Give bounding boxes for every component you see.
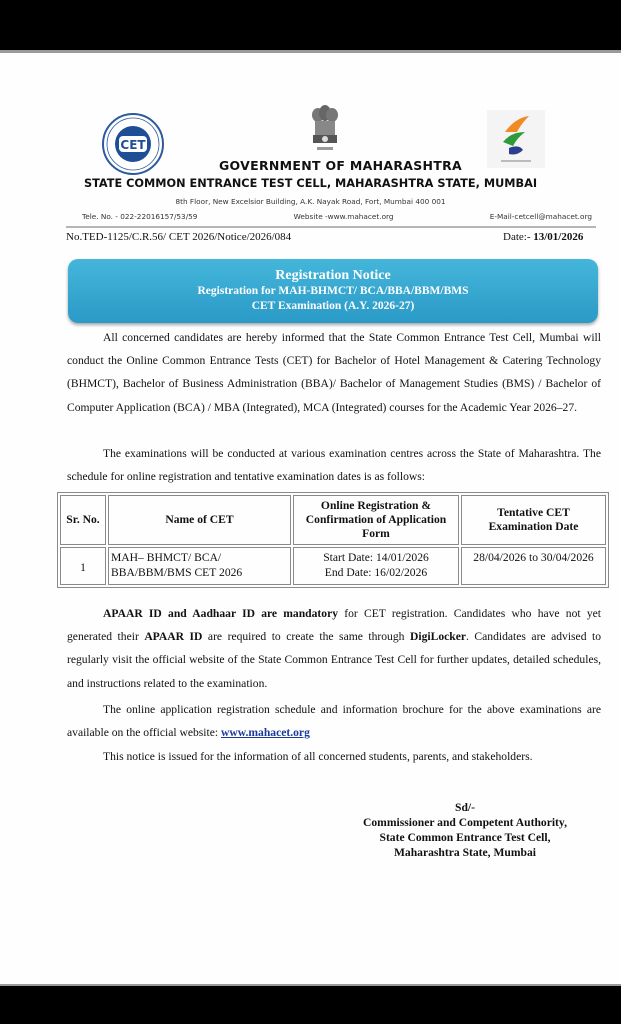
date-value: 13/01/2026 bbox=[533, 231, 584, 243]
signature-sd: Sd/- bbox=[455, 801, 475, 814]
para2-text: The examinations will be conducted at various examination centres across the State of Maharashtra. The schedule for online registration and tentative examination dates is as follows: bbox=[67, 447, 601, 484]
para3-text3: . Candidates are advised to regularly visit the official website of the State Common Entrance Test Cell for further updates, detailed schedules, and instructions related to the examination. bbox=[67, 630, 602, 690]
website[interactable]: Website -www.mahacet.org bbox=[293, 212, 394, 221]
signature-line1: Commissioner and Competent Authority, bbox=[363, 816, 567, 829]
email[interactable]: E-Mail-cetcell@mahacet.org bbox=[489, 212, 592, 221]
notice-date bbox=[503, 231, 583, 243]
para1-text: All concerned candidates are hereby informed that the State Common Entrance Test Cell, Mumbai will conduct the Online Common Entrance Tests (CET) for Bachelor of Hotel Management & Catering Technology (BHMCT), Bachelor of Business Administration (BBA)/ Bachelor of Management Studies (BMS) / Bachelor of Computer Application (BCA) / MBA (Integrated), MCA (Integrated) courses for the Academic Year 2026–27. bbox=[67, 331, 601, 414]
schedule-table bbox=[57, 492, 609, 588]
para3-text1: for CET registration. Candidates who have not yet generated their bbox=[67, 607, 601, 644]
office-address: 8th Floor, New Excelsior Building, A.K. Nayak Road, Fort, Mumbai 400 001 bbox=[175, 197, 446, 206]
table-header-row bbox=[60, 495, 606, 545]
date-label: Date:- bbox=[503, 231, 534, 243]
para4-text: The online application registration schedule and information brochure for the above examinations are available on the official website: bbox=[67, 703, 601, 740]
banner-subtitle: Registration for MAH-BHMCT/ BCA/BBA/BBM/BMS bbox=[197, 285, 469, 297]
paragraph-centres bbox=[67, 442, 601, 488]
para5-text: This notice is issued for the information of all concerned students, parents, and stakeholders. bbox=[103, 750, 533, 763]
header-exam-date: Tentative CET Examination Date bbox=[461, 495, 606, 545]
cell-registration-dates bbox=[293, 547, 459, 585]
cell-name-of-cet bbox=[108, 547, 291, 585]
cet-logo-text: CET bbox=[120, 138, 146, 152]
apaar-mandatory: APAAR ID and Aadhaar ID are mandatory bbox=[103, 607, 339, 620]
paragraph-intro bbox=[67, 326, 601, 419]
telephone: Tele. No. - 022-22016157/53/59 bbox=[82, 212, 198, 221]
paragraph-brochure bbox=[67, 698, 601, 744]
top-black-bar bbox=[0, 0, 621, 50]
cell-sr-no: 1 bbox=[60, 547, 106, 585]
para3-text2: are required to create the same through bbox=[202, 630, 410, 644]
header-divider bbox=[66, 226, 596, 228]
registration-notice-banner bbox=[68, 259, 598, 323]
header-sr-no: Sr. No. bbox=[60, 495, 106, 545]
start-date: Start Date: 14/01/2026 bbox=[323, 551, 429, 564]
apaar-id: APAAR ID bbox=[144, 630, 203, 644]
bottom-black-bar bbox=[0, 986, 621, 1024]
cet-name-line1: MAH– BHMCT/ BCA/ bbox=[111, 551, 222, 564]
government-title bbox=[0, 158, 621, 173]
paragraph-closing bbox=[67, 745, 601, 768]
contact-row bbox=[82, 212, 592, 221]
banner-exam-line: CET Examination (A.Y. 2026-27) bbox=[251, 300, 415, 312]
header-name-of-cet: Name of CET bbox=[108, 495, 291, 545]
signature-line2: State Common Entrance Test Cell, bbox=[379, 831, 551, 844]
paragraph-apaar bbox=[67, 602, 601, 695]
reference-number: No.TED-1125/C.R.56/ CET 2026/Notice/2026/084 bbox=[66, 231, 292, 243]
header-online-registration: Online Registration & Confirmation of Application Form bbox=[293, 495, 459, 545]
cet-name-line2: BBA/BBM/BMS CET 2026 bbox=[111, 566, 243, 579]
end-date: End Date: 16/02/2026 bbox=[324, 566, 428, 579]
banner-title: Registration Notice bbox=[275, 268, 391, 283]
gov-title-text: GOVERNMENT OF MAHARASHTRA bbox=[218, 158, 463, 173]
national-emblem-icon bbox=[305, 103, 345, 155]
cell-exam-date: 28/04/2026 to 30/04/2026 bbox=[461, 547, 606, 585]
signature-line3: Maharashtra State, Mumbai bbox=[393, 846, 536, 859]
digilocker: DigiLocker bbox=[409, 630, 466, 644]
cell-title: STATE COMMON ENTRANCE TEST CELL, MAHARASHTRA STATE, MUMBAI bbox=[83, 177, 538, 190]
signature-block bbox=[325, 800, 605, 860]
table-row bbox=[60, 547, 606, 585]
mahacet-link[interactable]: www.mahacet.org bbox=[221, 726, 310, 740]
